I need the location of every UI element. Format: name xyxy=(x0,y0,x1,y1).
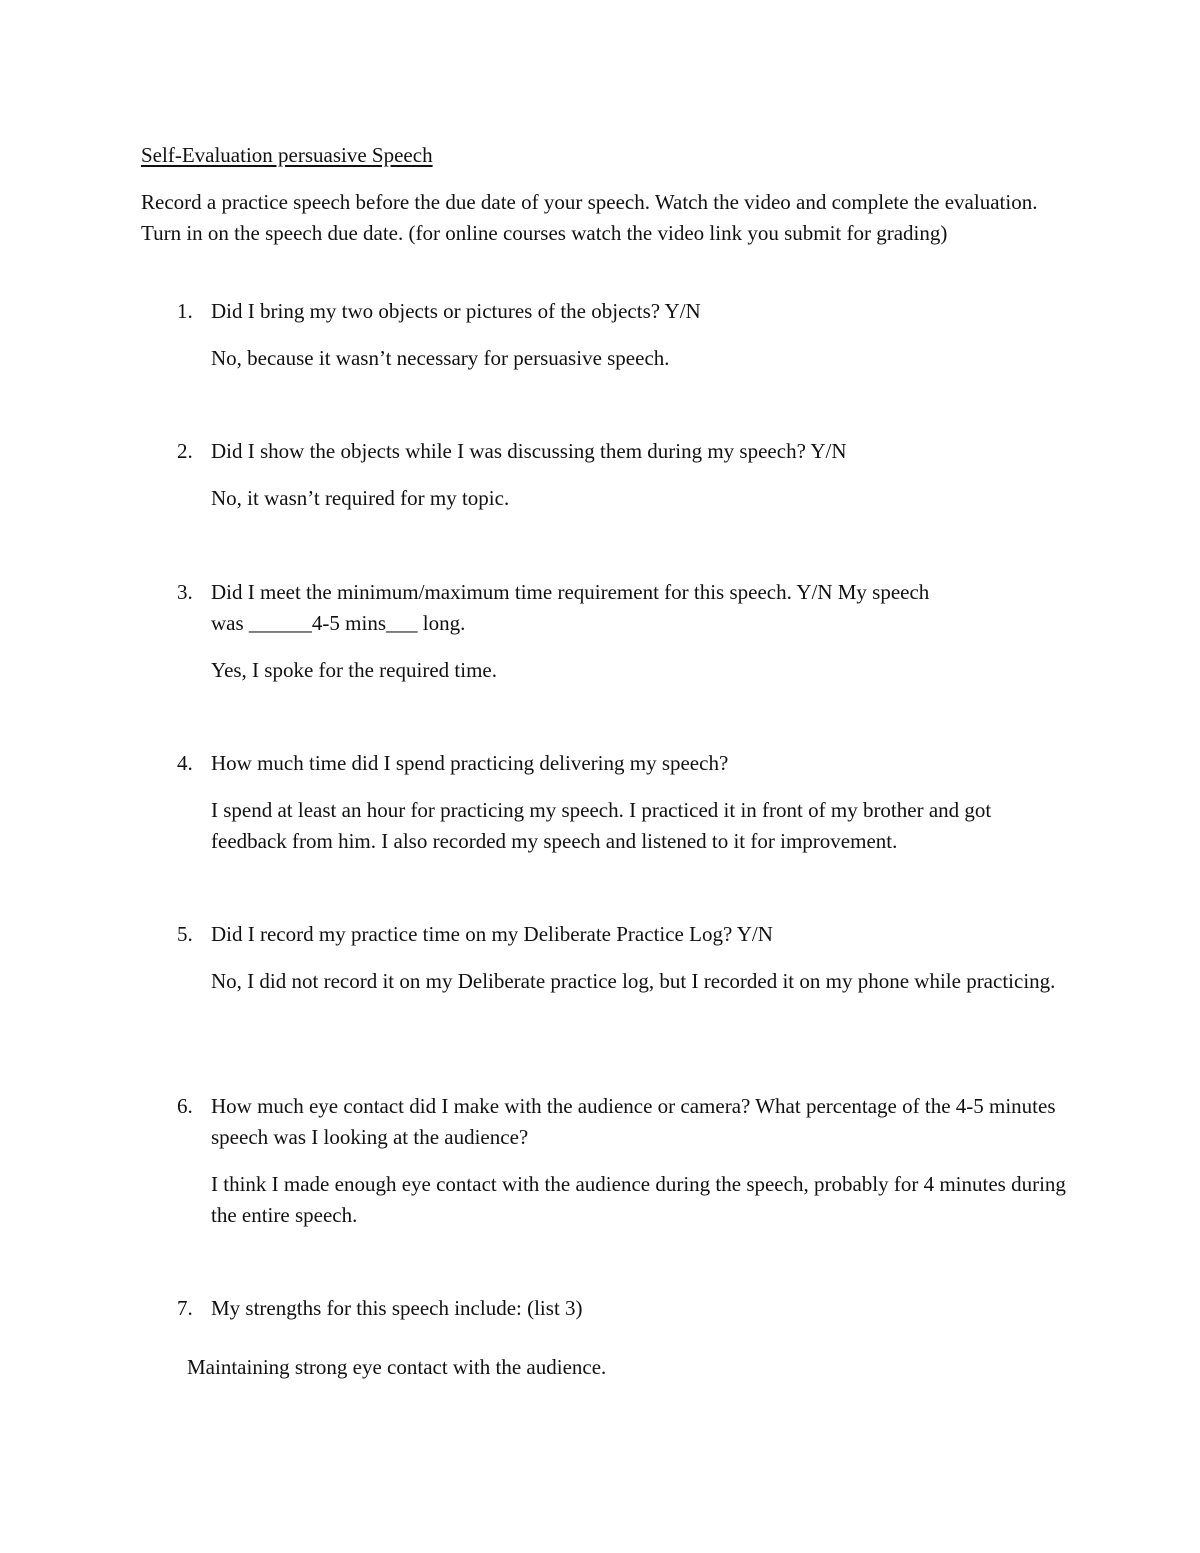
question-number: 4. xyxy=(177,751,193,775)
question-item-6 xyxy=(141,1091,1071,1231)
question-item-1 xyxy=(141,296,1071,374)
question-number: 7. xyxy=(177,1296,193,1320)
question-item-2 xyxy=(141,436,1071,514)
question-number: 2. xyxy=(177,439,193,463)
question-item-3 xyxy=(141,577,1071,686)
answer-text: I spend at least an hour for practicing my speech. I practiced it in front of my brother and got feedback from him. I also recorded my speech and listened to it for improvement. xyxy=(211,798,992,853)
answer-text: No, I did not record it on my Deliberate practice log, but I recorded it on my phone while practicing. xyxy=(211,969,1056,993)
question-item-5 xyxy=(141,919,1071,997)
question-text: How much eye contact did I make with the audience or camera? What percentage of the 4-5 minutes speech was I looking at the audience? xyxy=(211,1094,1056,1149)
strengths-answer-text: Maintaining strong eye contact with the audience. xyxy=(187,1355,607,1379)
answer-text: No, it wasn’t required for my topic. xyxy=(211,486,510,510)
question-number: 1. xyxy=(177,299,193,323)
answer-text: I think I made enough eye contact with the audience during the speech, probably for 4 minutes during the entire speech. xyxy=(211,1172,1066,1227)
question-text: Did I bring my two objects or pictures of the objects? Y/N xyxy=(211,299,701,323)
question-number: 5. xyxy=(177,922,193,946)
document-title: Self-Evaluation persuasive Speech xyxy=(141,143,433,167)
question-number: 6. xyxy=(177,1094,193,1118)
question-item-4 xyxy=(141,748,1071,857)
answer-text: No, because it wasn’t necessary for persuasive speech. xyxy=(211,346,670,370)
question-text: Did I meet the minimum/maximum time requirement for this speech. Y/N My speech was ______4-5 mins___ long. xyxy=(211,580,930,635)
question-text: How much time did I spend practicing delivering my speech? xyxy=(211,751,729,775)
question-text: Did I show the objects while I was discussing them during my speech? Y/N xyxy=(211,439,847,463)
question-text: My strengths for this speech include: (list 3) xyxy=(211,1296,583,1320)
question-item-7 xyxy=(141,1293,1071,1324)
question-number: 3. xyxy=(177,580,193,604)
answer-text: Yes, I spoke for the required time. xyxy=(211,658,497,682)
instructions-paragraph: Record a practice speech before the due date of your speech. Watch the video and complete the evaluation. Turn in on the speech due date. (for online courses watch the video link you submit for grading) xyxy=(141,190,1038,245)
question-text: Did I record my practice time on my Deliberate Practice Log? Y/N xyxy=(211,922,773,946)
